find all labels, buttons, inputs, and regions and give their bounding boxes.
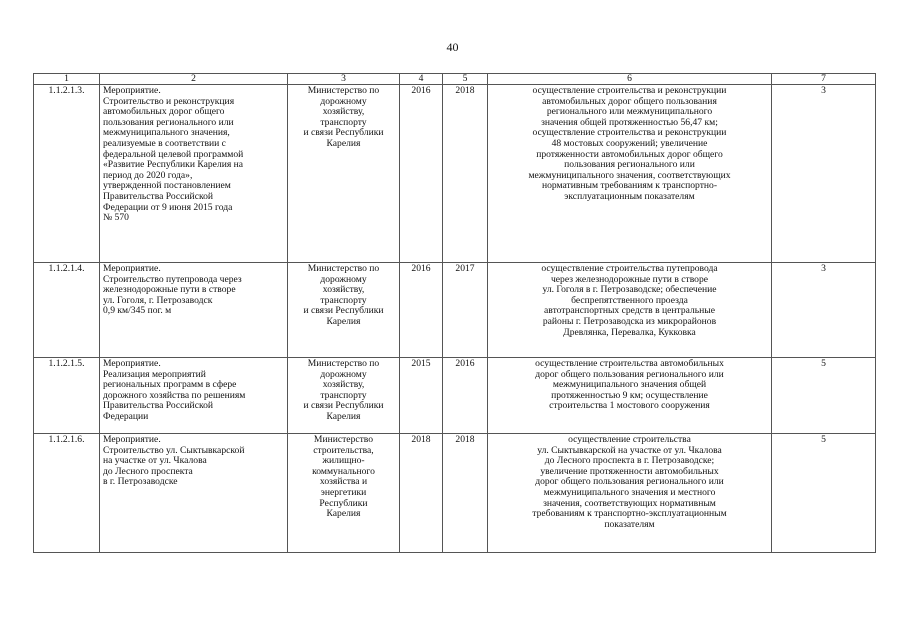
text-line: Федерации (103, 410, 149, 422)
text-line: реализуемые в соответствии с (103, 137, 226, 149)
expected-result (488, 263, 772, 358)
indicator-ref: 5 (772, 434, 876, 553)
text-line: пользования регионального или (564, 159, 695, 171)
events-table (33, 73, 876, 553)
row-id: 1.1.2.1.3. (34, 85, 100, 263)
text-line: хозяйства и (319, 476, 368, 488)
text-line: № 570 (103, 212, 129, 224)
text-line: федеральной целевой программой (103, 148, 244, 160)
text-line: хозяйству, (322, 106, 365, 118)
event-description (100, 434, 288, 553)
executor (288, 434, 400, 553)
text-line: Правительства Российской (103, 400, 214, 412)
text-line: Строительство путепровода через (103, 273, 242, 285)
text-line: значения, соответствующих нормативным (543, 497, 716, 509)
text-line: межмуниципального значения общей (552, 379, 707, 391)
text-line: автомобильных дорог общего пользования (542, 95, 717, 107)
table-row (34, 263, 876, 358)
header-row (34, 74, 876, 85)
text-line: строительства 1 мостового сооружения (549, 400, 710, 412)
text-line: увеличение протяженности автомобильных (540, 465, 719, 477)
end-year: 2017 (443, 263, 488, 358)
header-col-4: 4 (400, 74, 443, 85)
text-line: региональных программ в сфере (103, 379, 237, 391)
text-line: Министерство по (307, 85, 380, 96)
text-line: Карелия (326, 410, 361, 422)
text-line: Республики (319, 497, 368, 509)
text-line: значения общей протяженностью 56,47 км; (541, 116, 718, 128)
text-line: на участке от ул. Чкалова (103, 455, 207, 467)
text-line: Мероприятие. (103, 358, 161, 369)
start-year: 2015 (400, 358, 443, 434)
text-line: ул. Гоголя, г. Петрозаводск (103, 294, 213, 306)
table-row (34, 434, 876, 553)
text-line: до Лесного проспекта в г. Петрозаводске; (544, 455, 715, 467)
indicator-ref: 3 (772, 263, 876, 358)
header-col-1: 1 (34, 74, 100, 85)
text-line: Мероприятие. (103, 85, 161, 96)
text-line: железнодорожные пути в створе (103, 284, 236, 296)
text-line: Карелия (326, 508, 361, 520)
end-year: 2018 (443, 434, 488, 553)
text-line: Министерство (313, 434, 374, 445)
text-line: эксплуатационным показателям (564, 190, 695, 202)
text-line: осуществление строительства путепровода (541, 263, 718, 274)
text-line: и связи Республики (303, 127, 384, 139)
text-line: районы г. Петрозаводска из микрорайонов (542, 315, 717, 327)
indicator-ref: 3 (772, 85, 876, 263)
text-line: хозяйству, (322, 284, 365, 296)
table-row (34, 358, 876, 434)
expected-result (488, 85, 772, 263)
text-line: Строительство ул. Сыктывкарской (103, 444, 245, 456)
executor (288, 85, 400, 263)
text-line: осуществление строительства (568, 434, 691, 445)
text-line: транспорту (320, 389, 367, 401)
text-line: транспорту (320, 116, 367, 128)
text-line: период до 2020 года», (103, 169, 193, 181)
text-line: ул. Сыктывкарской на участке от ул. Чкалова (537, 444, 722, 456)
text-line: протяженностью 9 км; осуществление (551, 389, 708, 401)
text-line: ул. Гоголя в г. Петрозаводске; обеспечение (542, 284, 717, 296)
text-line: и связи Республики (303, 400, 384, 412)
indicator-ref: 5 (772, 358, 876, 434)
text-line: и связи Республики (303, 305, 384, 317)
header-col-7: 7 (772, 74, 876, 85)
table-row (34, 85, 876, 263)
text-line: показателям (604, 518, 655, 530)
text-line: Министерство по (307, 263, 380, 274)
event-description (100, 263, 288, 358)
text-line: Мероприятие. (103, 263, 161, 274)
text-line: осуществление строительства автомобильных (535, 358, 724, 369)
start-year: 2016 (400, 85, 443, 263)
event-description (100, 85, 288, 263)
text-line: Федерации от 9 июня 2015 года (103, 201, 233, 213)
row-id: 1.1.2.1.6. (34, 434, 100, 553)
text-line: через железнодорожные пути в створе (550, 273, 709, 285)
text-line: утвержденной постановлением (103, 180, 231, 192)
text-line: осуществление строительства и реконструкции (532, 127, 727, 139)
page-number: 40 (446, 40, 459, 54)
text-line: хозяйству, (322, 379, 365, 391)
text-line: строительства, (313, 444, 374, 456)
text-line: 0,9 км/345 пог. м (103, 305, 172, 317)
text-line: регионального или межмуниципального (546, 106, 713, 118)
text-line: дорог общего пользования регионального или (535, 476, 724, 488)
text-line: пользования регионального или (103, 116, 234, 128)
text-line: дорожному (320, 368, 367, 380)
text-line: коммунального (312, 465, 375, 477)
expected-result (488, 358, 772, 434)
text-line: в г. Петрозаводске (103, 476, 178, 488)
header-col-3: 3 (288, 74, 400, 85)
text-line: «Развитие Республики Карелия на (103, 159, 244, 171)
header-col-2: 2 (100, 74, 288, 85)
text-line: автотранспортных средств в центральные (544, 305, 715, 317)
end-year: 2018 (443, 85, 488, 263)
text-line: межмуниципального значения, (103, 127, 230, 139)
executor (288, 358, 400, 434)
text-line: Карелия (326, 315, 361, 327)
text-line: осуществление строительства и реконструкции (532, 85, 727, 96)
end-year: 2016 (443, 358, 488, 434)
row-id: 1.1.2.1.5. (34, 358, 100, 434)
event-description (100, 358, 288, 434)
header-col-5: 5 (443, 74, 488, 85)
text-line: Карелия (326, 137, 361, 149)
text-line: Древлянка, Перевалка, Кукковка (563, 326, 696, 338)
text-line: требованиям к транспортно-эксплуатационным (532, 508, 727, 520)
executor (288, 263, 400, 358)
text-line: нормативным требованиям к транспортно- (541, 180, 718, 192)
text-line: 48 мостовых сооружений; увеличение (551, 137, 708, 149)
text-line: протяженности автомобильных дорог общего (536, 148, 723, 160)
text-line: беспрепятственного проезда (571, 294, 688, 306)
text-line: энергетики (320, 486, 367, 498)
text-line: автомобильных дорог общего (103, 106, 225, 118)
text-line: Правительства Российской (103, 190, 214, 202)
text-line: жилищно- (322, 455, 365, 467)
text-line: Мероприятие. (103, 434, 161, 445)
text-line: транспорту (320, 294, 367, 306)
text-line: дорожному (320, 273, 367, 285)
header-col-6: 6 (488, 74, 772, 85)
text-line: дорожного хозяйства по решениям (103, 389, 246, 401)
start-year: 2016 (400, 263, 443, 358)
expected-result (488, 434, 772, 553)
text-line: дорожному (320, 95, 367, 107)
row-id: 1.1.2.1.4. (34, 263, 100, 358)
start-year: 2018 (400, 434, 443, 553)
text-line: Реализация мероприятий (103, 368, 206, 380)
text-line: Строительство и реконструкция (103, 95, 235, 107)
text-line: Министерство по (307, 358, 380, 369)
text-line: межмуниципального значения и местного (543, 486, 716, 498)
text-line: до Лесного проспекта (103, 465, 193, 477)
text-line: дорог общего пользования регионального или (535, 368, 724, 380)
text-line: межмуниципального значения, соответствующих (528, 169, 731, 181)
